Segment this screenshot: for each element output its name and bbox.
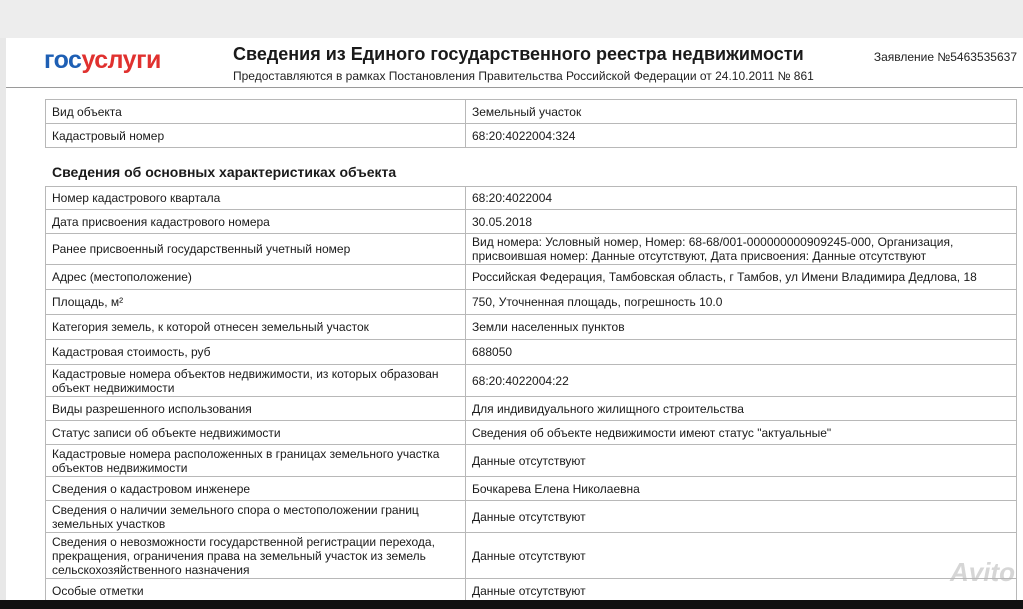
top-background	[0, 0, 1023, 38]
characteristics-table	[45, 186, 1017, 600]
row-key: Ранее присвоенный государственный учетный номер	[46, 234, 466, 265]
section-title: Сведения об основных характеристиках объекта	[52, 164, 397, 180]
row-value: 30.05.2018	[466, 210, 1017, 234]
row-value: 68:20:4022004:324	[466, 124, 1017, 148]
row-key: Дата присвоения кадастрового номера	[46, 210, 466, 234]
row-value: Сведения об объекте недвижимости имеют статус "актуальные"	[466, 421, 1017, 445]
row-value: Данные отсутствуют	[466, 533, 1017, 579]
object-table	[45, 99, 1017, 148]
table-row	[46, 340, 1017, 365]
table-row	[46, 100, 1017, 124]
row-value: Для индивидуального жилищного строительства	[466, 397, 1017, 421]
row-key: Статус записи об объекте недвижимости	[46, 421, 466, 445]
row-value: 688050	[466, 340, 1017, 365]
row-key: Вид объекта	[46, 100, 466, 124]
table-row	[46, 477, 1017, 501]
application-number: Заявление №5463535637	[873, 50, 1017, 64]
row-key: Кадастровый номер	[46, 124, 466, 148]
row-key: Категория земель, к которой отнесен земельный участок	[46, 315, 466, 340]
table-row	[46, 187, 1017, 210]
table-row	[46, 234, 1017, 265]
document-title: Сведения из Единого государственного реестра недвижимости	[233, 44, 804, 64]
row-key: Особые отметки	[46, 579, 466, 601]
table-row	[46, 124, 1017, 148]
table-row	[46, 533, 1017, 579]
document-page	[6, 38, 1023, 600]
table-row	[46, 365, 1017, 397]
table-row	[46, 210, 1017, 234]
row-value: Земельный участок	[466, 100, 1017, 124]
row-value: Российская Федерация, Тамбовская область, г Тамбов, ул Имени Владимира Дедлова, 18	[466, 265, 1017, 290]
table-row	[46, 290, 1017, 315]
table-row	[46, 579, 1017, 601]
table-row	[46, 421, 1017, 445]
table-row	[46, 397, 1017, 421]
row-value: Данные отсутствуют	[466, 445, 1017, 477]
document-subtitle: Предоставляются в рамках Постановления Правительства Российской Федерации от 24.10.2011 № 861	[233, 69, 814, 83]
row-key: Кадастровые номера расположенных в границах земельного участка объектов недвижимости	[46, 445, 466, 477]
logo-part-gos: гос	[44, 46, 82, 74]
gosuslugi-logo	[44, 46, 161, 75]
row-value: Данные отсутствуют	[466, 579, 1017, 601]
row-key: Кадастровая стоимость, руб	[46, 340, 466, 365]
row-key: Номер кадастрового квартала	[46, 187, 466, 210]
row-key: Сведения о кадастровом инженере	[46, 477, 466, 501]
table-row	[46, 501, 1017, 533]
row-key: Площадь, м²	[46, 290, 466, 315]
table-row	[46, 445, 1017, 477]
logo-part-uslugi: услуги	[81, 46, 161, 74]
table-row	[46, 265, 1017, 290]
row-value: Земли населенных пунктов	[466, 315, 1017, 340]
row-value: Данные отсутствуют	[466, 501, 1017, 533]
row-key: Кадастровые номера объектов недвижимости, из которых образован объект недвижимости	[46, 365, 466, 397]
row-key: Адрес (местоположение)	[46, 265, 466, 290]
row-value: Вид номера: Условный номер, Номер: 68-68/001-000000000909245-000, Организация, присвоившая номер: Данные отсутствуют, Дата присвоения: Данные отсутствуют	[466, 234, 1017, 265]
row-key: Сведения о наличии земельного спора о местоположении границ земельных участков	[46, 501, 466, 533]
row-value: 68:20:4022004	[466, 187, 1017, 210]
header-divider	[6, 87, 1023, 88]
table-row	[46, 315, 1017, 340]
avito-watermark: Avito	[950, 557, 1015, 587]
row-value: Бочкарева Елена Николаевна	[466, 477, 1017, 501]
row-key: Сведения о невозможности государственной регистрации перехода, прекращения, ограничения права на земельный участок из земель сельскохозяйственного назначения	[46, 533, 466, 579]
bottom-edge	[0, 600, 1023, 609]
row-key: Виды разрешенного использования	[46, 397, 466, 421]
row-value: 68:20:4022004:22	[466, 365, 1017, 397]
row-value: 750, Уточненная площадь, погрешность 10.0	[466, 290, 1017, 315]
